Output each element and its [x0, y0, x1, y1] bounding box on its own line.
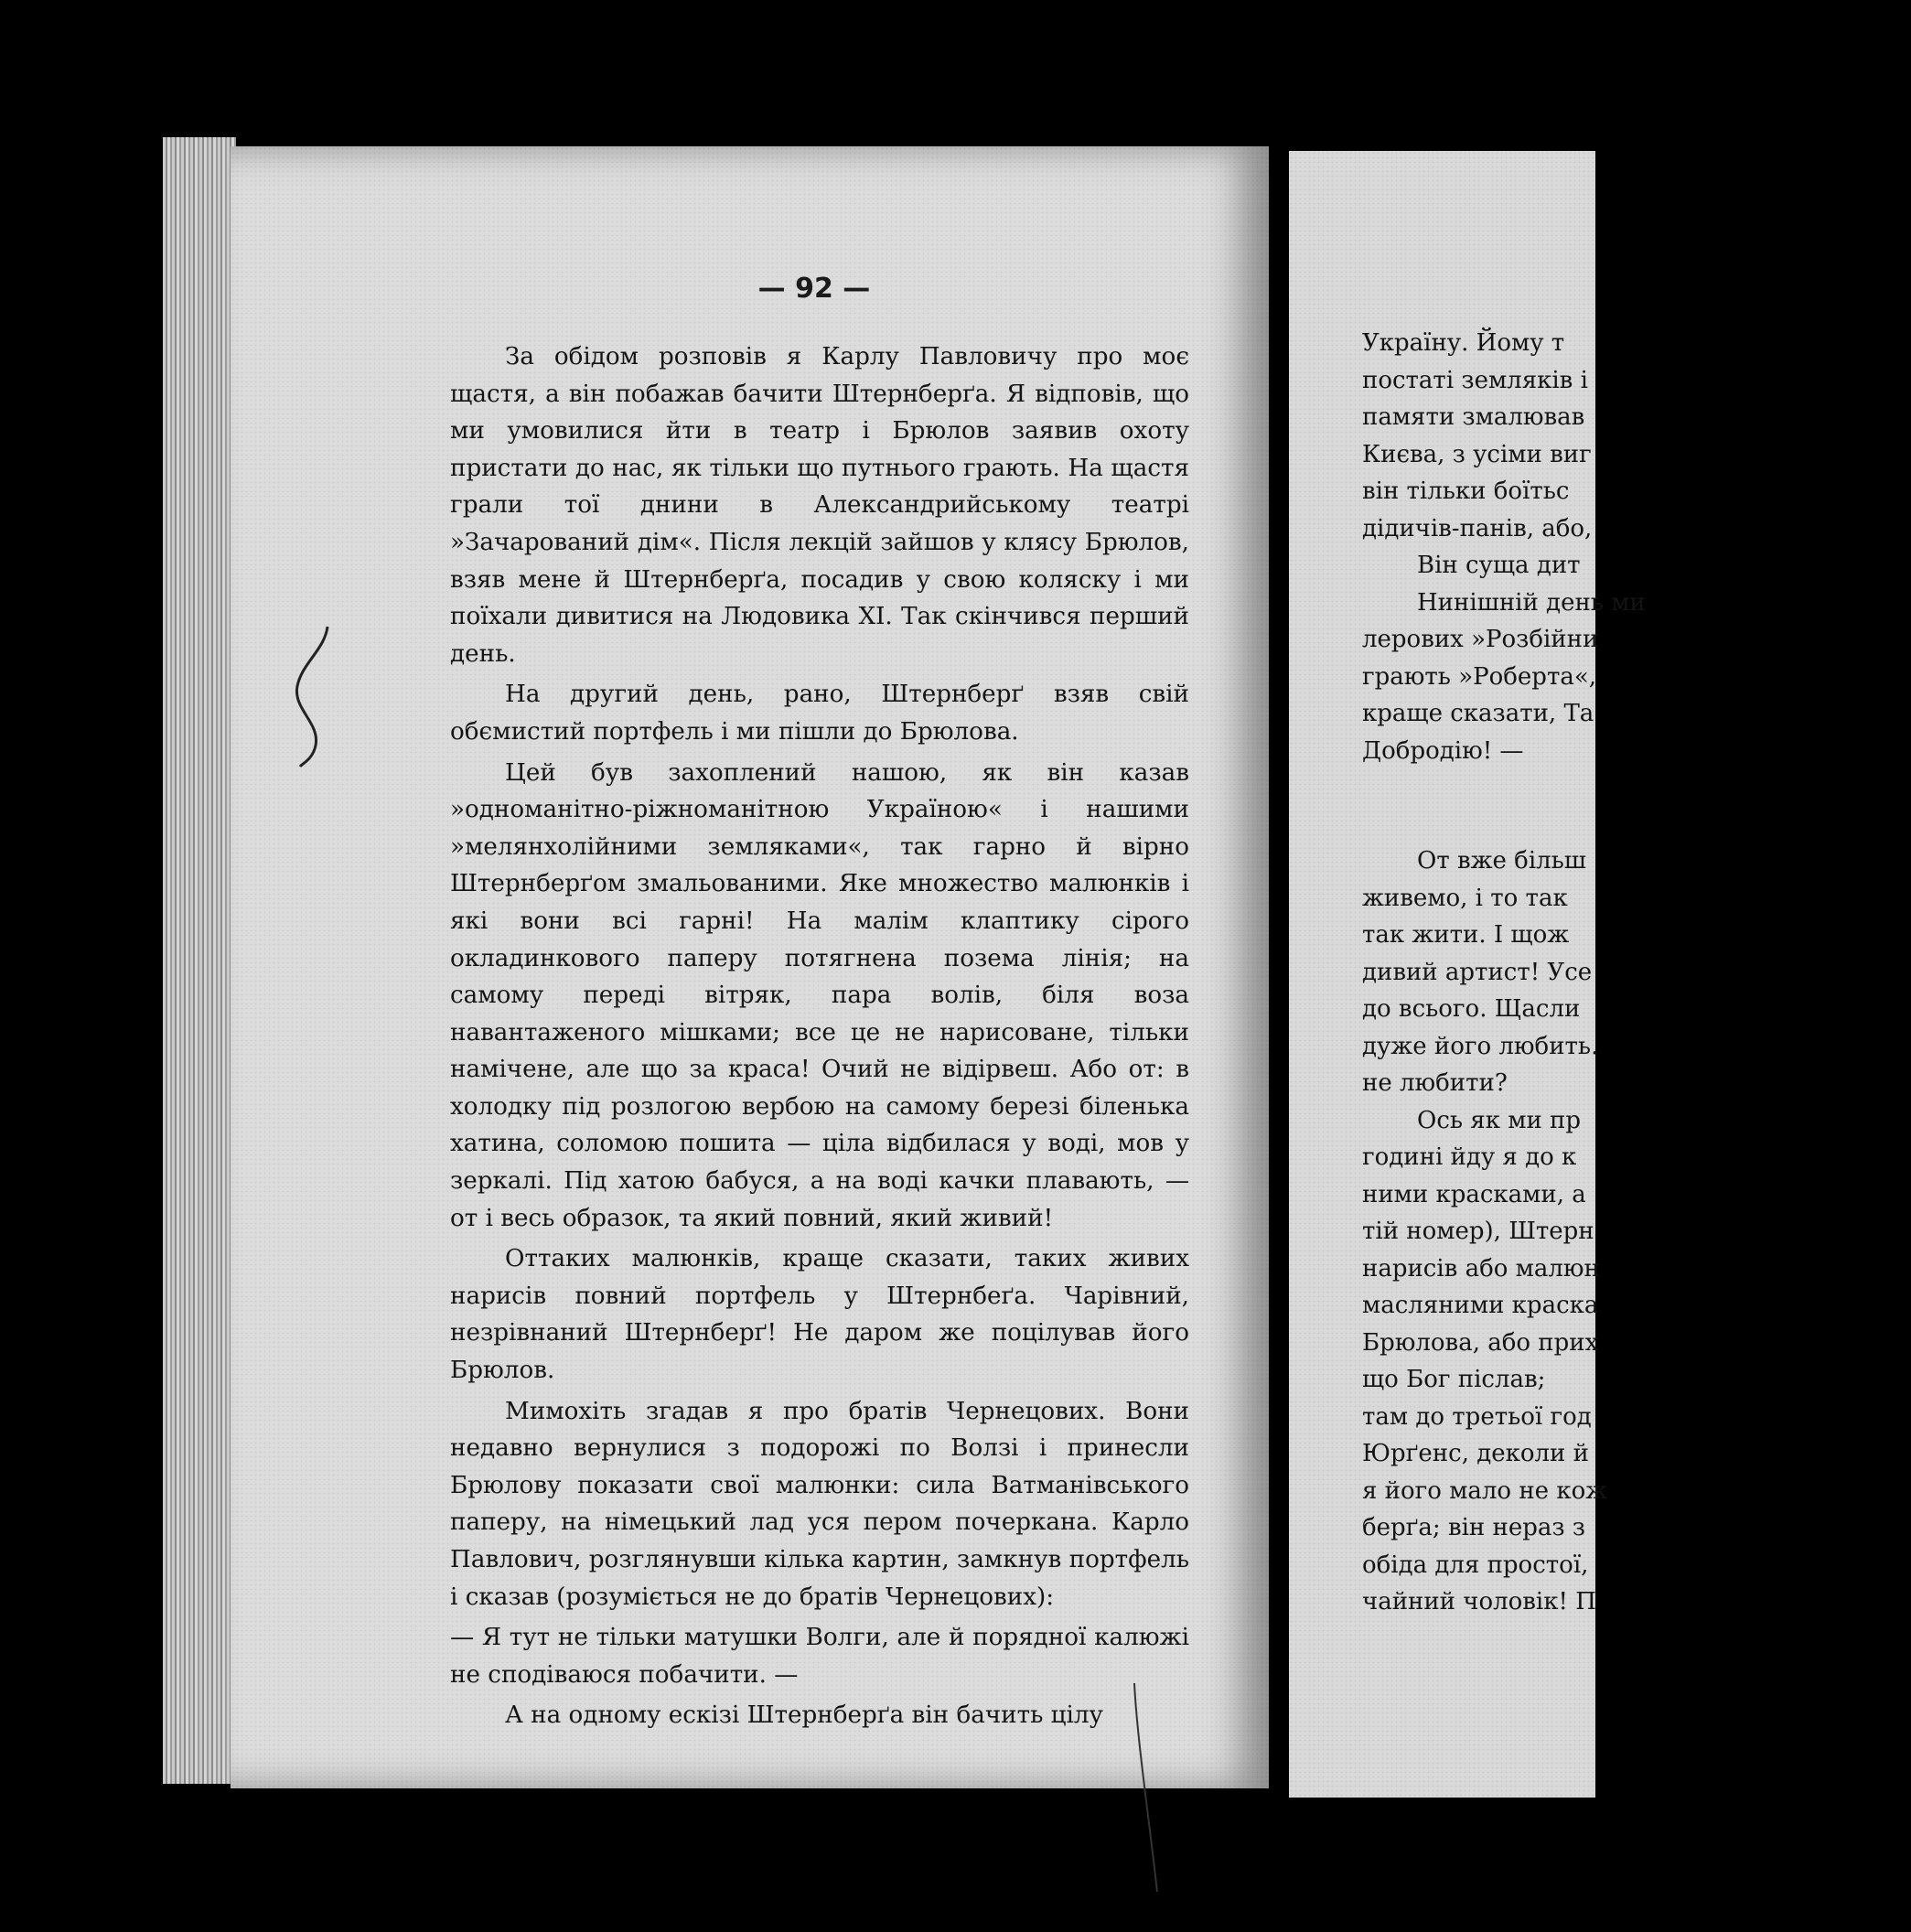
right-page-line: не любити? — [1362, 1069, 1508, 1097]
paragraph: Цей був захоплений нашою, як він казав »одноманітно-ріжноманітною Україною« і нашими »мелянхолійними земляками«, так гарно й вірно Штернберґом змальованими. Яке множество малюнків і які вони всі гарні! На малім клаптику сірого окладинкового паперу потягнена позема лінія; на самому переді вітряк, пара волів, біля воза навантаженого мішками; все це не нарисоване, тільки намічене, але що за краса! Очий не відірвеш. Або от: в холодку під розлогою вербою на самому березі біленька хатина, соломою пошита — ціла відбилася у воді, мов у зеркалі. Під хатою бабуся, а на воді качки плавають, — от і весь образок, та який повний, який живий! — [450, 758, 1189, 1232]
pencil-mark-icon — [274, 622, 348, 768]
right-page-line: тій номер), Штерн — [1362, 1218, 1594, 1245]
right-page-line: Ось як ми пр — [1417, 1106, 1582, 1134]
right-page-line: Україну. Йому т — [1362, 329, 1565, 357]
right-page-line: чайний чоловік! П — [1362, 1588, 1596, 1615]
paragraph: Мимохіть згадав я про братів Чернецових. Вони недавно вернулися з подорожі по Волзі і принесли Брюлову показати свої малюнки: сила Ватманівського паперу, на німецький лад уся пером почеркана. Карло Павлович, розглянувши кілька картин, замкнув портфель і сказав (розуміється не до братів Чернецових): — [450, 1397, 1189, 1611]
right-page-line: до всього. Щасли — [1362, 995, 1581, 1023]
right-page-line: берґа; він нераз з — [1362, 1514, 1585, 1541]
right-page-line: ними красками, а — [1362, 1180, 1586, 1208]
right-page-line: лерових »Розбійни — [1362, 626, 1599, 653]
book-gutter — [1269, 137, 1289, 1793]
right-page-line: дідичів-панів, або, — [1362, 514, 1593, 542]
right-page-line: нарисів або малюн — [1362, 1254, 1600, 1283]
right-page — [1289, 151, 1646, 1798]
dialogue-line: — Я тут не тільки матушки Волги, але й порядної калюжі не сподіваюся побачити. — — [450, 1624, 1189, 1689]
right-page-line: памяти змалював — [1362, 403, 1585, 431]
right-page-line: Києва, з усіми виг — [1362, 440, 1592, 468]
right-page-line: масляними краска — [1362, 1292, 1599, 1319]
section-gap — [1362, 769, 1911, 843]
right-page-line: я його мало не кож — [1362, 1476, 1608, 1505]
pencil-mark-icon — [1130, 1683, 1166, 1894]
right-page-line: Добродію! — — [1362, 736, 1524, 765]
left-page-text — [450, 338, 1189, 1738]
right-page-line: живемо, і то так — [1362, 884, 1568, 912]
right-page-line: краще сказати, Та — [1362, 700, 1594, 727]
right-page-line: От вже більш — [1417, 847, 1586, 875]
right-page-text — [1362, 325, 1911, 1621]
right-page-line: дуже його любить. — [1362, 1032, 1599, 1060]
book-page-edges — [163, 137, 236, 1784]
right-page-line: Юрґенс, деколи й — [1362, 1440, 1589, 1467]
paragraph: Оттаких малюнків, краще сказати, таких живих нарисів повний портфель у Штернбеґа. Чарівний, незрівнаний Штернберґ! Не даром же поцілував його Брюлов. — [450, 1245, 1189, 1385]
paragraph: А на одному ескізі Штернберґа він бачить цілу — [505, 1701, 1103, 1730]
right-page-line: він тільки боїтьс — [1362, 478, 1570, 505]
right-page-line: так жити. І щож — [1362, 921, 1570, 949]
right-page-line: обіда для простої, — [1362, 1551, 1589, 1579]
right-page-line: постаті земляків і — [1362, 366, 1588, 394]
right-page-line: дивий артист! Усе — [1362, 958, 1593, 986]
page-number: — 92 — — [757, 273, 871, 305]
right-page-line: грають »Роберта«, — [1362, 662, 1597, 691]
right-page-line: Він суща дит — [1417, 552, 1581, 579]
paragraph: За обідом розповів я Карлу Павловичу про моє щастя, а він побажав бачити Штернберґа. Я відповів, що ми умовилися йти в театр і Брюлов заявив охоту пристати до нас, як тільки що путнього грають. На щастя грали тої днини в Александрийському театрі »Зачарований дім«. Після лекцій зайшов у клясу Брюлов, взяв мене й Штернберґа, посадив у свою коляску і ми поїхали дивитися на Людовика XI. Так скінчився перший день. — [450, 343, 1189, 668]
right-page-line: Нинішній день ми — [1417, 588, 1646, 617]
right-page-line: Брюлова, або прих — [1362, 1328, 1599, 1357]
right-page-line: там до третьої год — [1362, 1402, 1592, 1431]
right-page-line: що Бог післав; — [1362, 1366, 1546, 1393]
right-page-line: годині йду я до к — [1362, 1143, 1577, 1171]
paragraph: На другий день, рано, Штернберґ взяв свій обємистий портфель і ми пішли до Брюлова. — [450, 681, 1189, 746]
